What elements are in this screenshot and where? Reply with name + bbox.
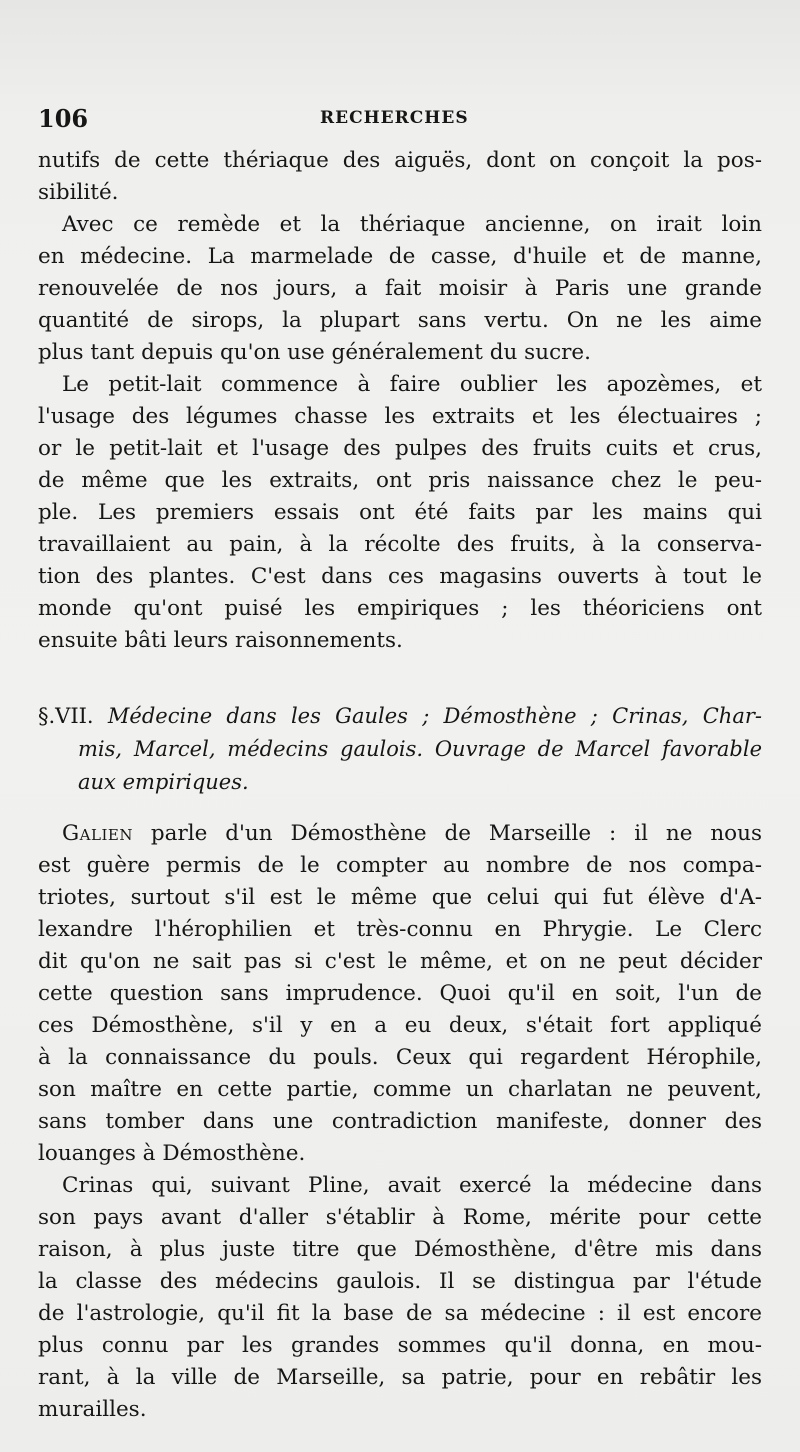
text-line: plus connu par les grandes sommes qu'il donna, en mou- — [38, 1333, 762, 1358]
text-line-rest: parle d'un Démosthène de Marseille : il ne nous — [132, 821, 762, 846]
text-line: sibilité. — [38, 180, 119, 205]
section-label: §.VII. — [38, 704, 94, 728]
section-title-line: aux empiriques. — [78, 770, 249, 794]
text-line: la classe des médecins gaulois. Il se distingua par l'étude — [38, 1269, 762, 1294]
text-line: quantité de sirops, la plupart sans vertu. On ne les aime — [38, 308, 762, 333]
text-line: murailles. — [38, 1397, 147, 1422]
text-line: à la connaissance du pouls. Ceux qui regardent Hérophile, — [38, 1045, 762, 1070]
text-line: son maître en cette partie, comme un charlatan ne peuvent, — [38, 1077, 762, 1102]
text-line: louanges à Démosthène. — [38, 1141, 306, 1166]
lead-word: Galien — [62, 821, 133, 846]
text-line: tion des plantes. C'est dans ces magasins ouverts à tout le — [38, 564, 762, 589]
text-line: plus tant depuis qu'on use généralement du sucre. — [38, 340, 591, 365]
text-line: Avec ce remède et la thériaque ancienne, on irait loin — [62, 212, 762, 237]
text-line: cette question sans imprudence. Quoi qu'il en soit, l'un de — [38, 981, 762, 1006]
text-line: ensuite bâti leurs raisonnements. — [38, 628, 403, 653]
text-line: rant, à la ville de Marseille, sa patrie, pour en rebâtir les — [38, 1365, 762, 1390]
page-header — [38, 104, 758, 138]
text-line: Le petit-lait commence à faire oublier les apozèmes, et — [62, 372, 762, 397]
text-line: en médecine. La marmelade de casse, d'huile et de manne, — [38, 244, 762, 269]
section-title: Médecine dans les Gaules ; Démosthène ; Crinas, Char- — [107, 704, 762, 728]
text-line: son pays avant d'aller s'établir à Rome, mérite pour cette — [38, 1205, 762, 1230]
text-line: est guère permis de le compter au nombre de nos compa- — [38, 853, 762, 878]
text-line: sans tomber dans une contradiction manifeste, donner des — [38, 1109, 762, 1134]
text-line: ple. Les premiers essais ont été faits par les mains qui — [38, 500, 762, 525]
running-head: RECHERCHES — [320, 108, 469, 128]
text-line: l'usage des légumes chasse les extraits et les électuaires ; — [38, 404, 762, 429]
text-line — [38, 818, 762, 850]
text-line: ces Démosthène, s'il y en a eu deux, s'était fort appliqué — [38, 1013, 762, 1038]
text-line: travaillaient au pain, à la récolte des fruits, à la conserva- — [38, 532, 762, 557]
text-line: dit qu'on ne sait pas si c'est le même, et on ne peut décider — [38, 949, 762, 974]
section-title-line — [38, 700, 762, 733]
text-block-top — [38, 145, 762, 657]
text-line: triotes, surtout s'il est le même que celui qui fut élève d'A- — [38, 885, 762, 910]
text-line: lexandre l'hérophilien et très-connu en Phrygie. Le Clerc — [38, 917, 762, 942]
text-line: de l'astrologie, qu'il fit la base de sa médecine : il est encore — [38, 1301, 762, 1326]
text-line: raison, à plus juste titre que Démosthène, d'être mis dans — [38, 1237, 762, 1262]
text-block-bottom — [38, 818, 762, 1426]
text-line: Crinas qui, suivant Pline, avait exercé la médecine dans — [62, 1173, 762, 1198]
text-line: de même que les extraits, ont pris naissance chez le peu- — [38, 468, 762, 493]
text-line: monde qu'ont puisé les empiriques ; les théoriciens ont — [38, 596, 762, 621]
text-line: nutifs de cette thériaque des aiguës, dont on conçoit la pos- — [38, 148, 762, 173]
section-heading — [38, 700, 762, 799]
text-line: renouvelée de nos jours, a fait moisir à Paris une grande — [38, 276, 762, 301]
page-number: 106 — [38, 104, 89, 133]
text-line: or le petit-lait et l'usage des pulpes des fruits cuits et crus, — [38, 436, 762, 461]
section-title-line: mis, Marcel, médecins gaulois. Ouvrage de Marcel favorable — [78, 737, 762, 761]
